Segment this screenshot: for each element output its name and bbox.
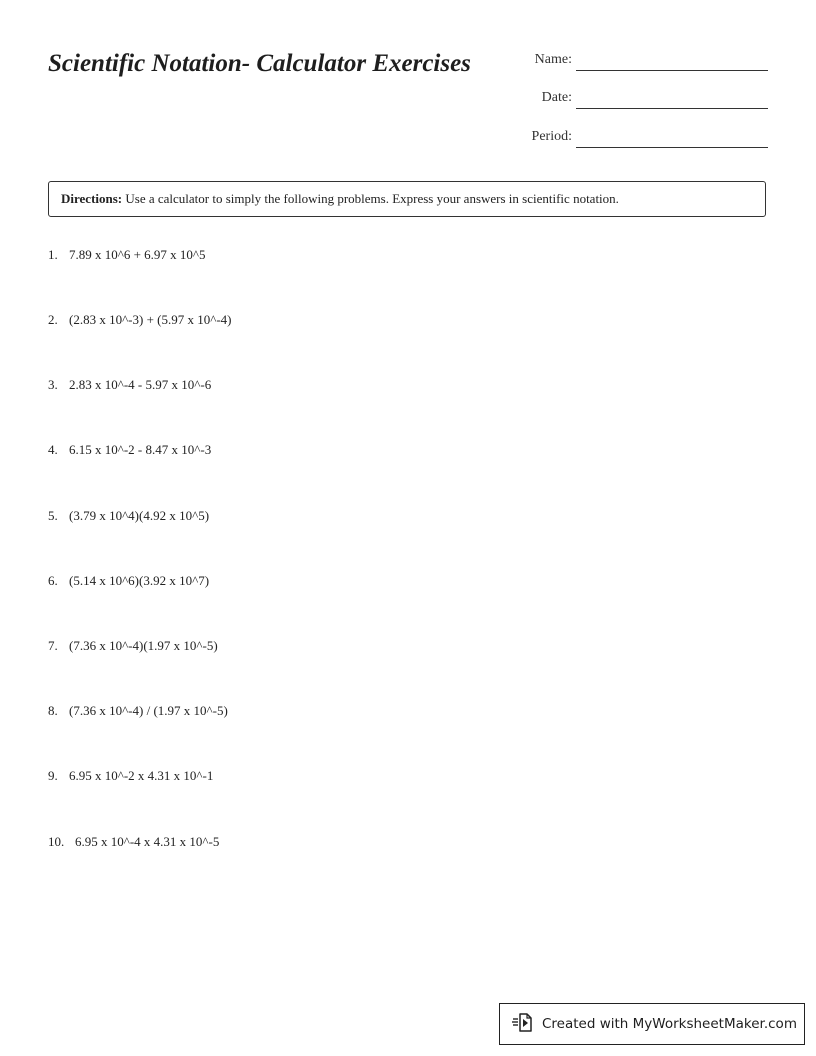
problem-expression: (5.14 x 10^6)(3.92 x 10^7) — [69, 573, 210, 588]
problem-number: 7. — [48, 638, 58, 653]
period-blank-line — [576, 147, 768, 148]
problem-expression: (3.79 x 10^4)(4.92 x 10^5) — [69, 508, 210, 523]
problem-3 — [48, 376, 211, 394]
problem-4 — [48, 441, 211, 459]
name-field — [468, 50, 768, 74]
problem-10 — [48, 833, 219, 851]
problem-9 — [48, 767, 213, 785]
date-field — [468, 88, 768, 112]
problem-number: 4. — [48, 442, 58, 457]
problem-expression: 6.95 x 10^-2 x 4.31 x 10^-1 — [69, 768, 214, 783]
problem-expression: 2.83 x 10^-4 - 5.97 x 10^-6 — [69, 377, 212, 392]
problem-expression: (2.83 x 10^-3) + (5.97 x 10^-4) — [69, 312, 232, 327]
problem-expression: (7.36 x 10^-4)(1.97 x 10^-5) — [69, 638, 218, 653]
worksheet-title: Scientific Notation- Calculator Exercises — [48, 50, 471, 77]
date-blank-line — [576, 108, 768, 109]
created-with-badge[interactable] — [499, 1003, 805, 1045]
problem-7 — [48, 637, 218, 655]
period-label: Period: — [531, 129, 572, 144]
name-blank-line — [576, 70, 768, 71]
worksheet-maker-logo-icon — [512, 1011, 542, 1037]
problem-2 — [48, 311, 232, 329]
problem-6 — [48, 572, 209, 590]
period-field — [468, 127, 768, 151]
problem-number: 3. — [48, 377, 58, 392]
directions-label: Directions: — [61, 191, 123, 206]
problem-number: 10. — [48, 834, 65, 849]
name-label: Name: — [534, 52, 572, 67]
problem-number: 6. — [48, 573, 58, 588]
directions-text: Use a calculator to simply the following problems. Express your answers in scientific notation. — [122, 191, 619, 206]
problem-number: 2. — [48, 312, 58, 327]
problem-number: 9. — [48, 768, 58, 783]
problem-1 — [48, 246, 206, 264]
problem-number: 1. — [48, 247, 58, 262]
problem-8 — [48, 702, 228, 720]
problem-expression: (7.36 x 10^-4) / (1.97 x 10^-5) — [69, 703, 228, 718]
directions-box — [48, 181, 766, 217]
date-label: Date: — [541, 90, 572, 105]
problem-number: 5. — [48, 508, 58, 523]
problem-expression: 7.89 x 10^6 + 6.97 x 10^5 — [69, 247, 206, 262]
problem-number: 8. — [48, 703, 58, 718]
problem-expression: 6.15 x 10^-2 - 8.47 x 10^-3 — [69, 442, 212, 457]
problem-5 — [48, 507, 209, 525]
problem-expression: 6.95 x 10^-4 x 4.31 x 10^-5 — [75, 834, 220, 849]
badge-text: Created with MyWorksheetMaker.com — [542, 1016, 797, 1032]
